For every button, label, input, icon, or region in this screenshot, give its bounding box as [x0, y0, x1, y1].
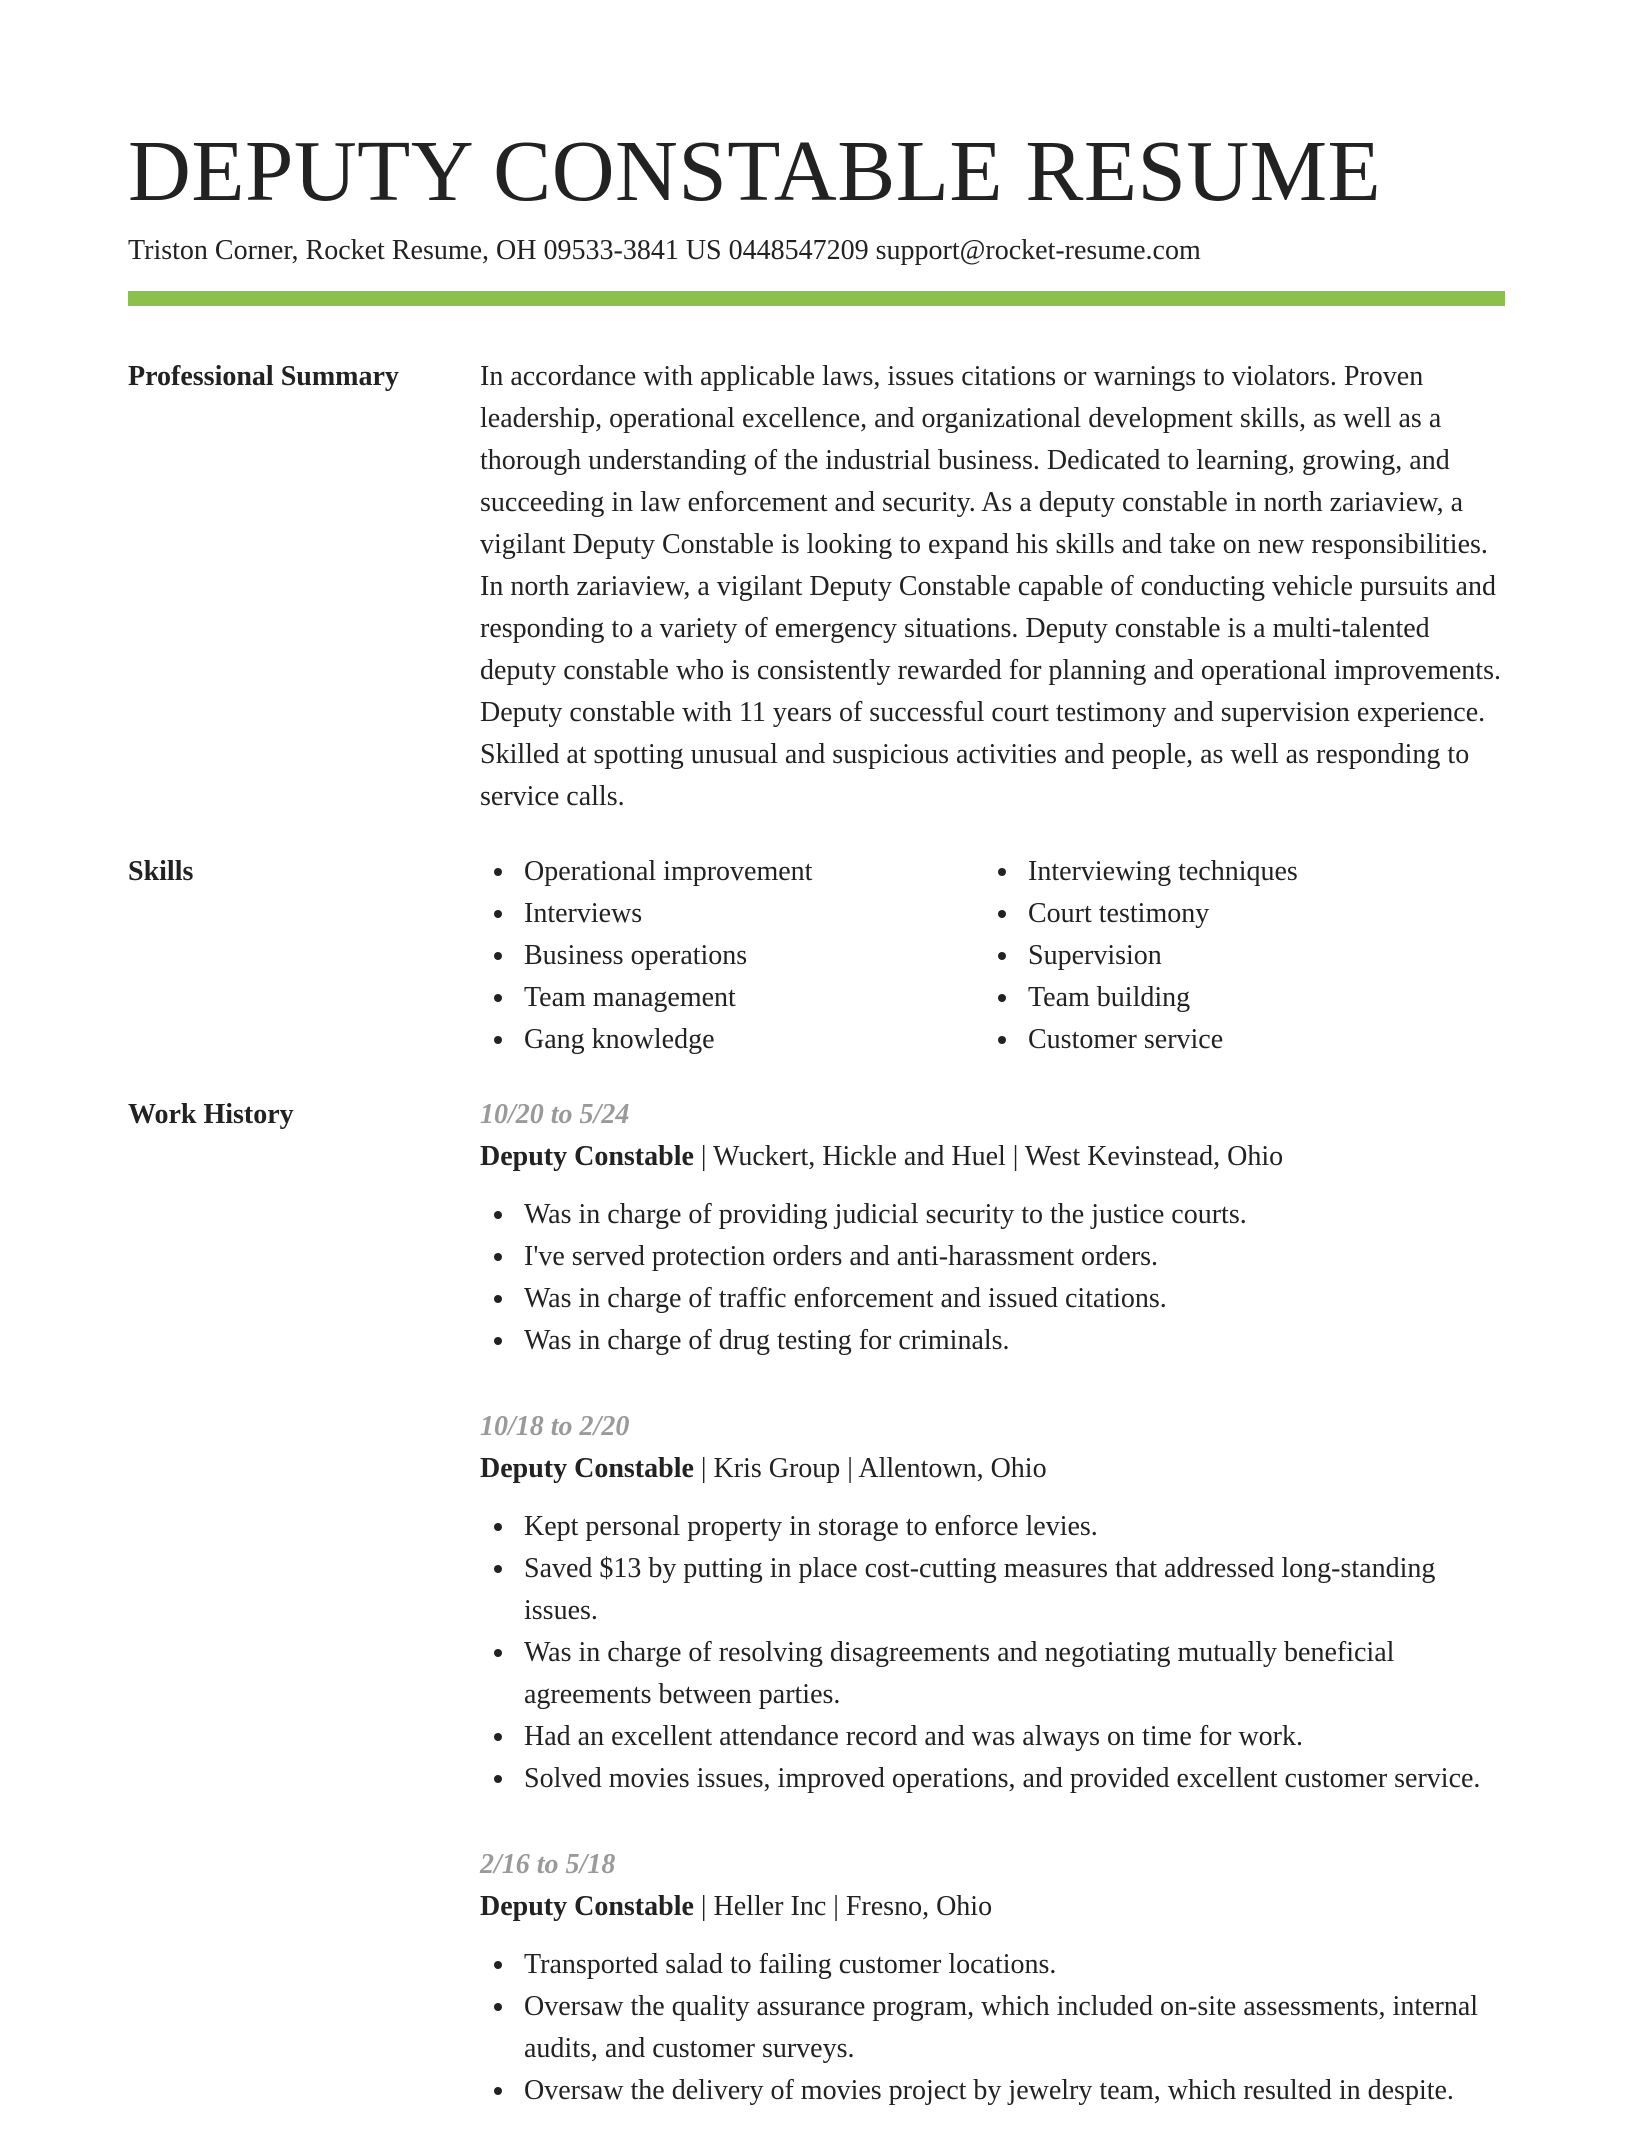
job-location: Allentown, Ohio [858, 1453, 1047, 1484]
job-bullet: Saved $13 by putting in place cost-cutting measures that addressed long-standing issues. [480, 1548, 1505, 1632]
skill-item: Supervision [984, 935, 1488, 977]
section-label-work-history: Work History [128, 1099, 294, 1130]
job-title: Deputy Constable [480, 1141, 694, 1172]
separator: | [693, 1891, 714, 1922]
skill-item: Operational improvement [480, 851, 984, 893]
job-dates: 10/20 to 5/24 [480, 1099, 630, 1130]
job-bullets [480, 1506, 1505, 1800]
skill-item: Business operations [480, 935, 984, 977]
resume-page [128, 0, 1505, 2156]
work-history-section [128, 1094, 1505, 2156]
separator: | [826, 1891, 846, 1922]
contact-line: Triston Corner, Rocket Resume, OH 09533-3841 US 0448547209 support@rocket-resume.com [128, 235, 1201, 266]
resume-title: DEPUTY CONSTABLE RESUME [128, 122, 1382, 219]
job-title: Deputy Constable [480, 1453, 694, 1484]
skill-item: Customer service [984, 1019, 1488, 1061]
job-entry [480, 1094, 1505, 1362]
accent-divider [128, 291, 1505, 306]
skill-item: Interviewing techniques [984, 851, 1488, 893]
job-bullet: Solved movies issues, improved operations, and provided excellent customer service. [480, 1758, 1505, 1800]
skill-item: Court testimony [984, 893, 1488, 935]
job-bullet: Kept personal property in storage to enforce levies. [480, 1506, 1505, 1548]
job-location: Fresno, Ohio [845, 1891, 993, 1922]
summary-text: In accordance with applicable laws, issues citations or warnings to violators. Proven leadership, operational excellence, and organizational development skills, as well as a thorough understanding of the industrial business. Dedicated to learning, growing, and succeeding in law enforcement and security. As a deputy constable in north zariaview, a vigilant Deputy Constable is looking to expand his skills and take on new responsibilities. In north zariaview, a vigilant Deputy Constable capable of conducting vehicle pursuits and responding to a variety of emergency situations. Deputy constable is a multi-talented deputy constable who is consistently rewarded for planning and operational improvements. Deputy constable with 11 years of successful court testimony and supervision experience. Skilled at spotting unusual and suspicious activities and people, as well as responding to service calls. [480, 361, 1501, 812]
job-company: Wuckert, Hickle and Huel [713, 1141, 1006, 1172]
job-bullet: Was in charge of traffic enforcement and issued citations. [480, 1278, 1505, 1320]
job-bullet: Transported salad to failing customer locations. [480, 1944, 1505, 1986]
skill-item: Team management [480, 977, 984, 1019]
skills-column-left [480, 851, 984, 1061]
job-heading [480, 1886, 1505, 1928]
job-location: West Kevinstead, Ohio [1024, 1141, 1284, 1172]
job-company: Heller Inc [713, 1891, 827, 1922]
separator: | [693, 1453, 714, 1484]
job-company: Kris Group [713, 1453, 841, 1484]
job-entry [480, 1844, 1505, 2112]
job-bullet: Oversaw the delivery of movies project by jewelry team, which resulted in despite. [480, 2070, 1505, 2112]
job-heading [480, 1136, 1505, 1178]
separator: | [693, 1141, 714, 1172]
separator: | [1005, 1141, 1025, 1172]
skills-grid [480, 851, 1505, 1061]
separator: | [840, 1453, 859, 1484]
skill-item: Team building [984, 977, 1488, 1019]
skills-column-right [984, 851, 1488, 1061]
section-label-skills: Skills [128, 856, 194, 887]
job-entry [480, 1406, 1505, 1800]
summary-section [128, 356, 1505, 818]
skills-section [128, 851, 1505, 1061]
job-bullet: Oversaw the quality assurance program, which included on-site assessments, internal audits, and customer surveys. [480, 1986, 1505, 2070]
section-label-summary: Professional Summary [128, 361, 399, 392]
job-title: Deputy Constable [480, 1891, 694, 1922]
job-dates: 10/18 to 2/20 [480, 1411, 630, 1442]
skill-item: Gang knowledge [480, 1019, 984, 1061]
job-bullet: Had an excellent attendance record and was always on time for work. [480, 1716, 1505, 1758]
job-dates: 2/16 to 5/18 [480, 1849, 616, 1880]
job-bullet: Was in charge of resolving disagreements and negotiating mutually beneficial agreements between parties. [480, 1632, 1505, 1716]
job-bullet: Was in charge of drug testing for criminals. [480, 1320, 1505, 1362]
job-bullets [480, 1194, 1505, 1362]
job-bullet: Was in charge of providing judicial security to the justice courts. [480, 1194, 1505, 1236]
job-bullet: I've served protection orders and anti-harassment orders. [480, 1236, 1505, 1278]
job-heading [480, 1448, 1505, 1490]
job-bullets [480, 1944, 1505, 2112]
skill-item: Interviews [480, 893, 984, 935]
